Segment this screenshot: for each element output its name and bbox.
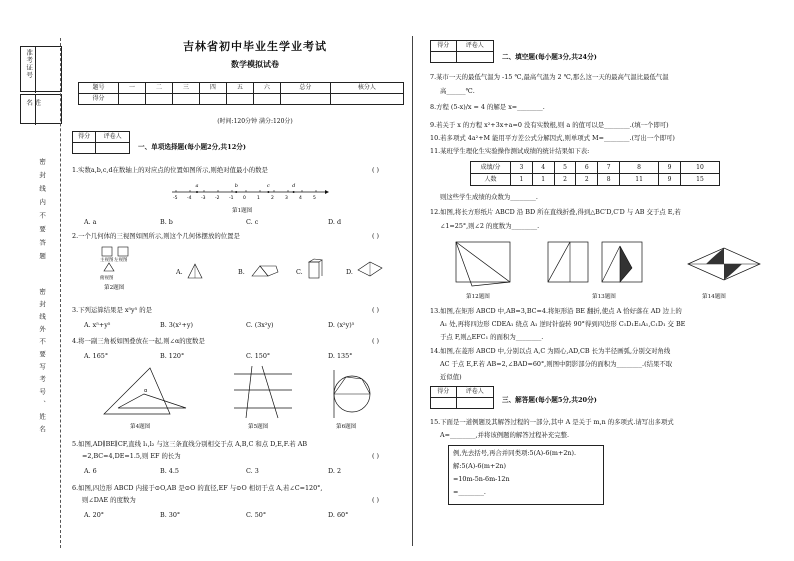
q7-text-1: 7.某市一天的最低气温为 -15 ℃,最高气温为 2 ℃,那么这一天的最高气温比最低气温 (430, 73, 669, 81)
axis-tick-label: -5 (173, 196, 178, 201)
axis-tick-label: -3 (201, 196, 206, 201)
q1-option-d[interactable]: D. d (328, 218, 342, 226)
axis-point (267, 191, 269, 193)
q13-text-3: 于点 F,则△EFC₁ 的面积为________. (440, 333, 544, 341)
axis-tick-label: -4 (187, 196, 192, 201)
axis-tick-label: 4 (299, 196, 302, 201)
grader-box-3 (430, 386, 494, 409)
q5-text-2: =2,BC=4,DE=1.5,则 EF 的长为 (82, 452, 181, 460)
q5-option-b[interactable]: B. 4.5 (160, 467, 179, 475)
axis-point-label: d (292, 183, 296, 189)
q3-text: 3.下列运算结果是 x⁵y⁵ 的是 (72, 306, 153, 314)
axis-tick-label: 2 (271, 196, 274, 201)
section3-title: 三、解答题(每小题5分,共20分) (502, 396, 597, 404)
q11-score-table (470, 161, 720, 186)
q1-text: 1.实数a,b,c,d在数轴上的对应点的位置如图所示,则绝对值最小的数是 (72, 166, 268, 174)
q11-text: 11.某班学生理化生实验操作测试成绩的统计结果如下表: (430, 147, 590, 155)
score-row-label: 得分 (79, 94, 119, 105)
q12-text-1: 12.如图,将长方形纸片 ABCD 沿 BD 所在直线折叠,得到△BC′D,C′D 与 AB 交于点 E,若 (430, 208, 681, 216)
axis-tick-label: 1 (257, 196, 260, 201)
q6-bracket: ( ) (372, 496, 380, 504)
q2-view-label-top: 俯视图 (100, 276, 114, 281)
grader-box-2 (430, 40, 494, 63)
grader-label: 评卷人 (456, 387, 493, 398)
q11-table-cell: 人数 (471, 174, 511, 186)
q11-table-cell: 8 (598, 174, 620, 186)
q13-rectangle-figure (544, 238, 594, 288)
q15-example-box (448, 445, 604, 505)
q1-option-b[interactable]: B. b (160, 218, 173, 226)
q10-text: 10.若多项式 4a²+M 能用平方差公式分解因式,则单项式 M=________.(写出一个即可) (430, 134, 675, 142)
axis-point-label: c (266, 183, 270, 189)
exam-title: 吉林省初中毕业生学业考试 (183, 40, 327, 53)
q1-options (84, 218, 341, 226)
q5-option-a[interactable]: A. 6 (84, 467, 97, 475)
q4-triangles-figure (100, 364, 192, 420)
q15-text-1: 15.下面是一道例题及其解答过程的一部分,其中 A 是关于 m,n 的多项式.请写出多项式 (430, 418, 674, 426)
q6-option-c[interactable]: C. 50° (246, 511, 267, 519)
q12-caption: 第12题图 (466, 294, 490, 300)
axis-tick-label: -2 (215, 196, 220, 201)
q4-text: 4.将一副三角板如图叠放在一起,则∠α的度数是 (72, 337, 205, 345)
q13-text-2: A₁ 处,再将四边形 CDEA₁ 绕点 A₁ 逆时针旋转 90°得到四边形 C₁D₁E₁A₁,C₁D₁ 交 BE (440, 320, 686, 328)
score-header-cell: 六 (253, 83, 280, 94)
q11-table-cell: 5 (554, 162, 576, 174)
q13-caption: 第13题图 (592, 294, 616, 300)
side-binding (14, 38, 64, 548)
q2-option-c[interactable]: C. (296, 268, 303, 276)
q6-option-b[interactable]: B. 30° (160, 511, 181, 519)
q11-table-cell: 9 (659, 162, 681, 174)
q1-bracket: ( ) (372, 166, 380, 174)
q2-prism-a-icon (186, 260, 204, 280)
section1-title: 一、单项选择题(每小题2分,共12分) (138, 143, 247, 151)
ticket-box (20, 46, 62, 92)
grader-box-1 (72, 131, 130, 154)
q15-text-2: A=________,并将该例题的解答过程补充完整. (440, 431, 570, 439)
q7-text-2: 高______℃. (440, 87, 475, 95)
q14-caption: 第14题图 (702, 294, 726, 300)
q11-table-cell: 2 (554, 174, 576, 186)
q2-text: 2.一个几何体的三视图如图所示,则这个几何体摆放的位置是 (72, 232, 240, 240)
q13-rotated-figure (598, 238, 648, 288)
name-box (20, 94, 62, 124)
q11-table-cell: 10 (680, 162, 719, 174)
q2-caption: 第2题图 (104, 285, 125, 291)
q5-parallel-lines-figure (232, 364, 294, 420)
q3-option-c[interactable]: C. (3x²y) (246, 321, 274, 329)
svg-text:α: α (144, 388, 148, 394)
axis-point-label: a (195, 183, 199, 189)
score-header-cell: 题号 (79, 83, 119, 94)
q4-caption: 第4题图 (130, 424, 151, 430)
q3-option-d[interactable]: D. (x²y)⁵ (328, 321, 355, 329)
q6-circle-figure (324, 364, 380, 420)
q6-option-d[interactable]: D. 60° (328, 511, 349, 519)
q6-text-2: 则∠DAE 的度数为 (82, 496, 136, 504)
grader-score-label: 得分 (431, 41, 457, 52)
grader-score-label: 得分 (431, 387, 457, 398)
q14-rhombus-figure (684, 244, 764, 284)
q1-option-c[interactable]: C. c (246, 218, 259, 226)
q11-table-cell: 8 (620, 162, 659, 174)
q11-table-cell: 2 (576, 174, 598, 186)
axis-tick-label: 3 (285, 196, 288, 201)
q9-text: 9.若关于 x 的方程 x²+3x+a=0 没有实数根,则 a 的值可以是________.(填一个即可) (430, 121, 669, 129)
q2-prism-b-icon (250, 262, 280, 278)
score-table (78, 82, 404, 105)
q6-option-a[interactable]: A. 20° (84, 511, 105, 519)
ticket-label: 准考证号 (25, 49, 34, 79)
name-label: 姓名 (25, 99, 42, 114)
q4-option-b[interactable]: B. 120° (160, 352, 185, 360)
q2-option-d[interactable]: D. (346, 268, 353, 276)
q11-table-cell: 4 (532, 162, 554, 174)
q14-text-2: AC 于点 E,F.若 AB=2,∠BAD=60°,则图中阴影部分的面积为________.(结果不取 (440, 360, 673, 368)
score-header-cell: 三 (172, 83, 199, 94)
q11-table-cell: 7 (598, 162, 620, 174)
q6-options (84, 511, 348, 519)
score-header-cell: 五 (226, 83, 253, 94)
q5-bracket: ( ) (372, 452, 380, 460)
axis-point (196, 191, 198, 193)
q4-option-d[interactable]: D. 135° (328, 352, 353, 360)
time-note: (时间:120分钟 满分:120分) (217, 118, 293, 125)
q3-options (84, 321, 354, 329)
seal-text-2: 密封线外不要写考号、姓名 (38, 288, 47, 438)
grader-label: 评卷人 (96, 132, 130, 143)
score-header-cell: 四 (199, 83, 226, 94)
q4-option-a[interactable]: A. 165° (84, 352, 109, 360)
q5-option-d[interactable]: D. 2 (328, 467, 342, 475)
q2-prism-d-icon (356, 260, 386, 278)
q1-number-line (170, 178, 330, 200)
q11-table-cell: 成绩/分 (471, 162, 511, 174)
q4-option-c[interactable]: C. 150° (246, 352, 271, 360)
grader-label: 评卷人 (456, 41, 493, 52)
q3-option-a[interactable]: A. x⁵+y⁵ (84, 321, 111, 329)
q11-table-cell: 3 (511, 162, 533, 174)
q2-bracket: ( ) (372, 232, 380, 240)
axis-point-label: b (234, 183, 238, 189)
q13-text-1: 13.如图,在矩形 ABCD 中,AB=3,BC=4.将矩形沿 BE 翻折,使点 A 恰好落在 AD 边上的 (430, 307, 682, 315)
section2-title: 二、填空题(每小题3分,共24分) (502, 53, 597, 61)
q3-option-b[interactable]: B. 3(x²+y) (160, 321, 193, 329)
q11-table-cell: 15 (680, 174, 719, 186)
q8-text: 8.方程 (5-x)/x = 4 的解是 x=________. (430, 103, 545, 111)
q2-prism-c-icon (306, 258, 324, 280)
seal-text-1: 密封线内不要答题 (38, 158, 47, 266)
q4-bracket: ( ) (372, 337, 380, 345)
q12-text-2: ∠1=25°,则∠2 的度数为________. (440, 222, 540, 230)
q4-options (84, 352, 352, 360)
q14-text-1: 14.如图,在菱形 ABCD 中,分别以点 A,C 为圆心,AD,CB 长为半径画弧,分别交对角线 (430, 347, 671, 355)
q11-table-cell: 9 (659, 174, 681, 186)
q1-caption: 第1题图 (232, 208, 253, 214)
axis-tick-label: 5 (313, 196, 316, 201)
q15-box-line: 例,先去括号,再合并同类项:5(A)-6(m+2n). (453, 449, 577, 457)
score-header-cell: 核分人 (330, 83, 403, 94)
score-header-cell: 总分 (280, 83, 330, 94)
q15-box-line: =10m-5n-6m-12n (453, 475, 510, 483)
q2-view-label-front: 主视图 (100, 258, 114, 263)
page-divider (412, 36, 413, 546)
q3-bracket: ( ) (372, 306, 380, 314)
q1-option-a[interactable]: A. a (84, 218, 97, 226)
q5-options (84, 467, 341, 475)
axis-point (235, 191, 237, 193)
q14-text-3: 近似值) (440, 373, 462, 381)
q11-table-cell: 6 (576, 162, 598, 174)
q5-caption: 第5题图 (248, 424, 269, 430)
q6-text-1: 6.如图,四边形 ABCD 内接于⊙O,AB 是⊙O 的直径,EF 与⊙O 相切于点 A,若∠C=120°, (72, 484, 323, 492)
grader-score-label: 得分 (73, 132, 96, 143)
q5-text-1: 5.如图,AD∥BE∥CF,直线 l₁,l₂ 与这三条直线分别相交于点 A,B,C 和点 D,E,F.若 AB (72, 440, 308, 448)
axis-tick-label: -1 (229, 196, 234, 201)
score-header-cell: 二 (145, 83, 172, 94)
score-header-cell: 一 (119, 83, 146, 94)
q6-caption: 第6题图 (336, 424, 357, 430)
axis-tick-label: 0 (243, 196, 246, 201)
q2-option-a[interactable]: A. (176, 268, 183, 276)
axis-point (293, 191, 295, 193)
q11-table-cell: 1 (511, 174, 533, 186)
exam-subtitle: 数学模拟试卷 (231, 59, 279, 69)
q2-view-label-left: 左视图 (114, 258, 128, 263)
q11-table-cell: 11 (620, 174, 659, 186)
q11-table-cell: 1 (532, 174, 554, 186)
seal-line (60, 38, 61, 548)
q5-option-c[interactable]: C. 3 (246, 467, 259, 475)
q11-end-text: 则这些学生成绩的众数为________. (440, 193, 538, 201)
q2-option-b[interactable]: B. (238, 268, 245, 276)
q12-fold-figure (452, 238, 514, 288)
q15-box-line: 解:5(A)-6(m+2n) (453, 462, 507, 470)
q15-box-line: =________. (453, 488, 486, 496)
